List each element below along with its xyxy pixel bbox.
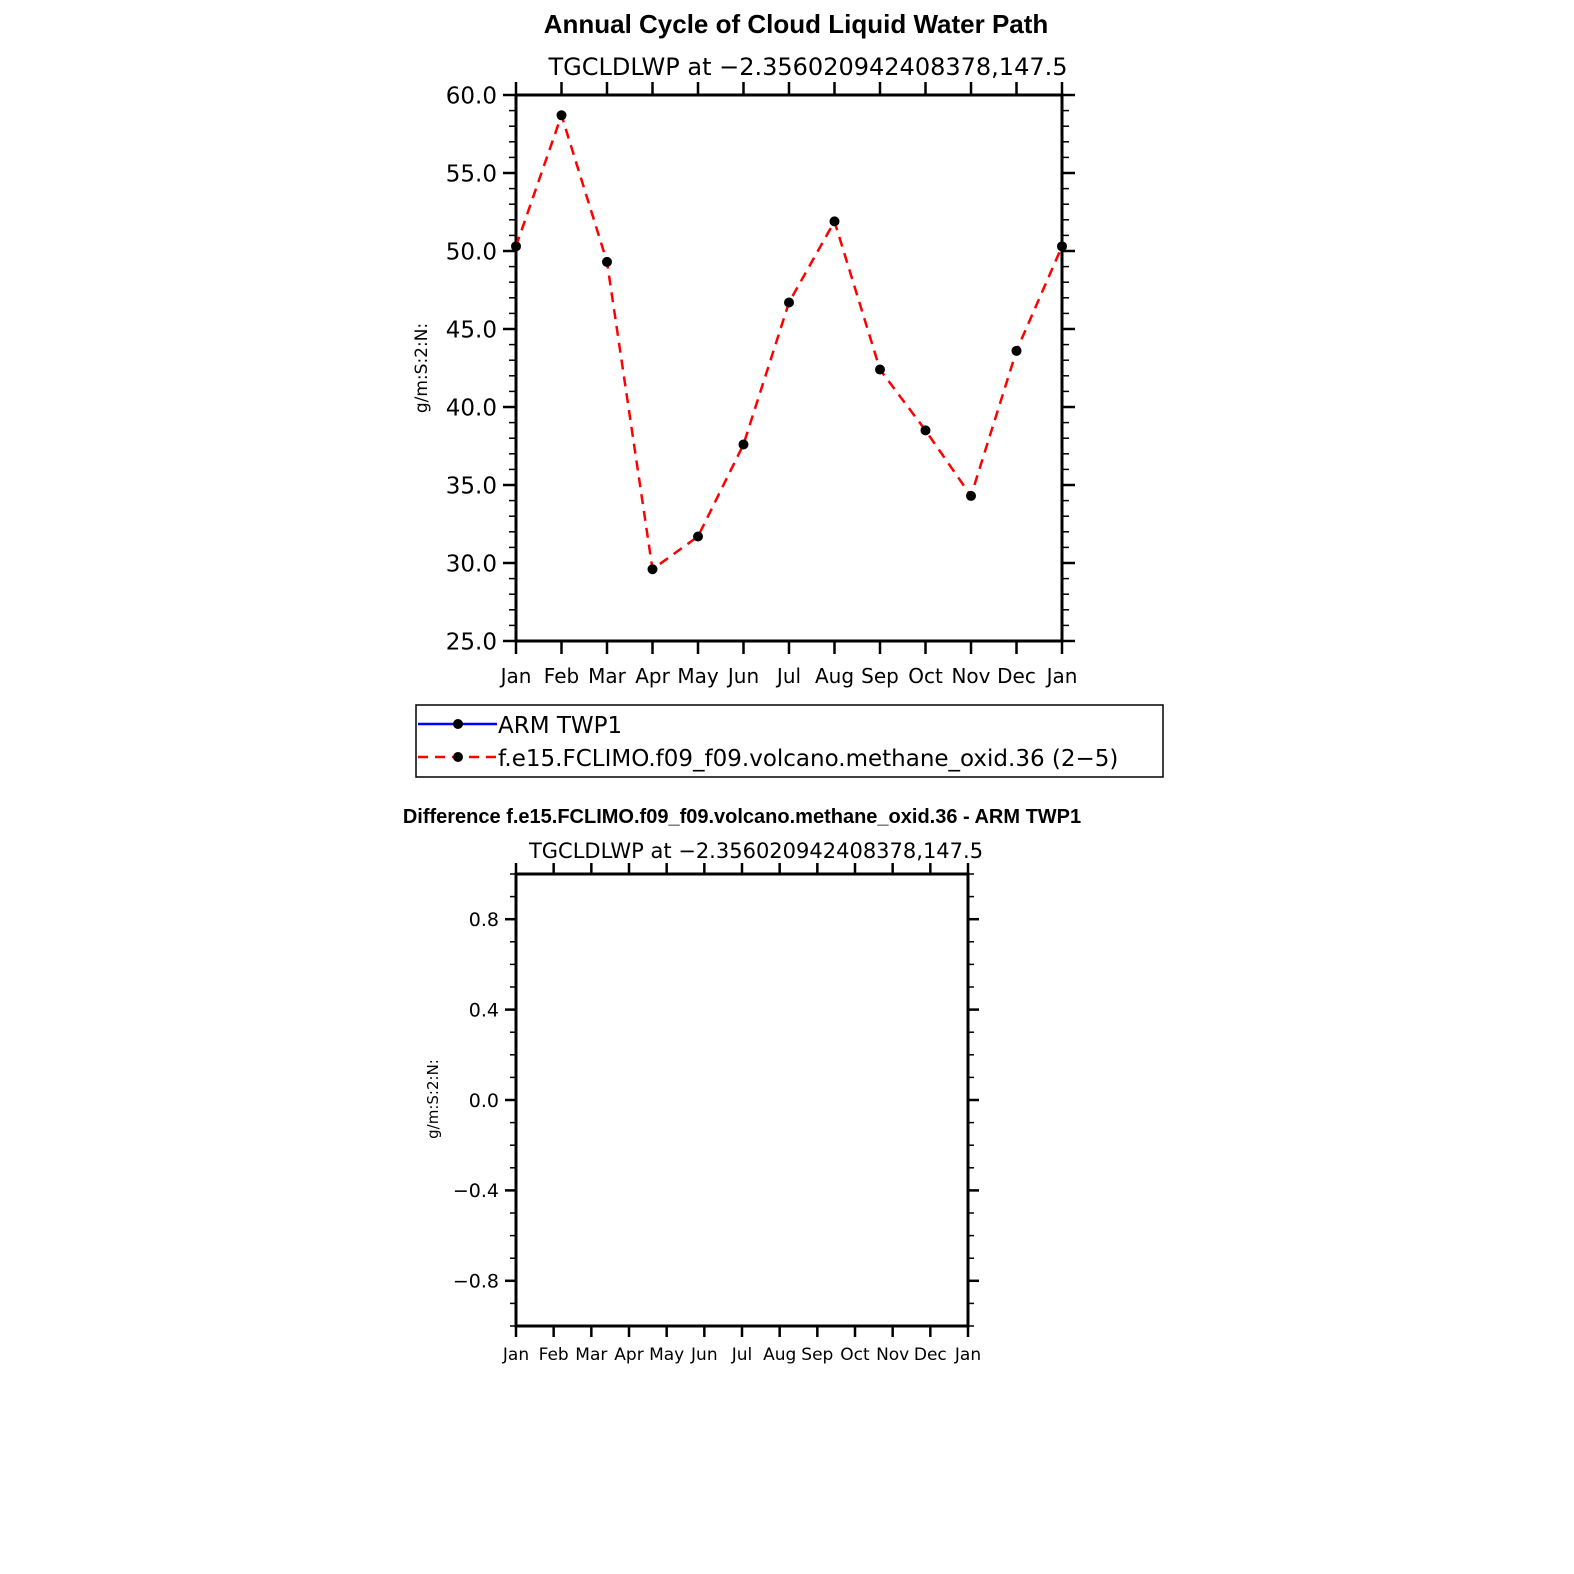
data-point: [1057, 241, 1067, 251]
chart1-series: [511, 110, 1067, 574]
x-tick-label: Mar: [588, 664, 626, 688]
x-tick-label: Jun: [691, 1345, 718, 1365]
data-point: [511, 241, 521, 251]
x-tick-label: Dec: [913, 1345, 947, 1365]
data-point: [966, 491, 976, 501]
x-tick-label: Jul: [731, 1345, 753, 1365]
y-tick-label: 25.0: [445, 629, 497, 656]
legend-label-arm: ARM TWP1: [498, 713, 623, 739]
difference-chart: [403, 806, 1081, 1365]
x-tick-label: Oct: [840, 1345, 870, 1365]
x-tick-label: Sep: [861, 664, 899, 688]
x-tick-label: May: [649, 1345, 685, 1365]
series-line-1: [516, 115, 1062, 569]
legend: [416, 705, 1163, 777]
chart1-x-axis: [499, 82, 1078, 688]
y-tick-label: 55.0: [445, 161, 497, 188]
y-tick-label: 30.0: [445, 551, 497, 578]
x-tick-label: Nov: [876, 1345, 910, 1365]
x-tick-label: Jan: [954, 1345, 982, 1365]
data-point: [602, 257, 612, 267]
x-tick-label: Mar: [575, 1345, 608, 1365]
y-tick-label: 60.0: [445, 83, 497, 110]
data-point: [693, 531, 703, 541]
x-tick-label: Nov: [951, 664, 991, 688]
y-tick-label: −0.8: [452, 1270, 499, 1293]
chart2-subtitle: TGCLDLWP at −2.356020942408378,147.5: [528, 839, 984, 863]
x-tick-label: Jan: [500, 664, 532, 688]
data-point: [648, 564, 658, 574]
x-tick-label: Jul: [776, 664, 802, 688]
x-tick-label: Jun: [727, 664, 760, 688]
y-tick-label: 50.0: [445, 239, 497, 266]
chart1-subtitle: TGCLDLWP at −2.356020942408378,147.5: [548, 53, 1068, 81]
x-tick-label: Sep: [801, 1345, 834, 1365]
x-tick-label: Apr: [635, 664, 670, 688]
x-tick-label: Jan: [1046, 664, 1078, 688]
data-point: [739, 439, 749, 449]
x-tick-label: Dec: [997, 664, 1036, 688]
chart1-plot-frame: [516, 95, 1062, 641]
x-tick-label: Jan: [502, 1345, 530, 1365]
annual-cycle-chart: [412, 9, 1077, 688]
chart1-title: Annual Cycle of Cloud Liquid Water Path: [543, 9, 1049, 39]
y-tick-label: 40.0: [445, 395, 497, 422]
x-tick-label: Feb: [543, 664, 580, 688]
chart1-y-axis: [446, 83, 1075, 655]
chart2-x-axis: [502, 863, 981, 1365]
data-point: [921, 425, 931, 435]
x-tick-label: Feb: [538, 1345, 569, 1365]
legend-marker-model: [453, 752, 463, 762]
y-tick-label: 0.0: [468, 1089, 499, 1112]
x-tick-label: May: [677, 664, 719, 688]
y-tick-label: 0.8: [468, 909, 499, 932]
y-tick-label: 0.4: [468, 999, 499, 1022]
x-tick-label: Aug: [763, 1345, 797, 1365]
data-point: [557, 110, 567, 120]
y-tick-label: 35.0: [445, 473, 497, 500]
x-tick-label: Apr: [614, 1345, 644, 1365]
legend-label-model: f.e15.FCLIMO.f09_f09.volcano.methane_oxid.36 (2−5): [498, 746, 1119, 772]
chart2-y-axis: [453, 874, 979, 1326]
chart2-ylabel: g/m:S:2:N:: [424, 1059, 442, 1139]
data-point: [784, 297, 794, 307]
legend-marker-arm: [453, 719, 463, 729]
x-tick-label: Oct: [908, 664, 943, 688]
x-tick-label: Aug: [814, 664, 855, 688]
chart1-ylabel: g/m:S:2:N:: [412, 322, 432, 414]
data-point: [875, 365, 885, 375]
chart2-plot-frame: [516, 874, 968, 1326]
chart2-title: Difference f.e15.FCLIMO.f09_f09.volcano.methane_oxid.36 - ARM TWP1: [402, 806, 1082, 828]
data-point: [830, 216, 840, 226]
y-tick-label: 45.0: [445, 317, 497, 344]
y-tick-label: −0.4: [452, 1180, 499, 1203]
data-point: [1012, 346, 1022, 356]
